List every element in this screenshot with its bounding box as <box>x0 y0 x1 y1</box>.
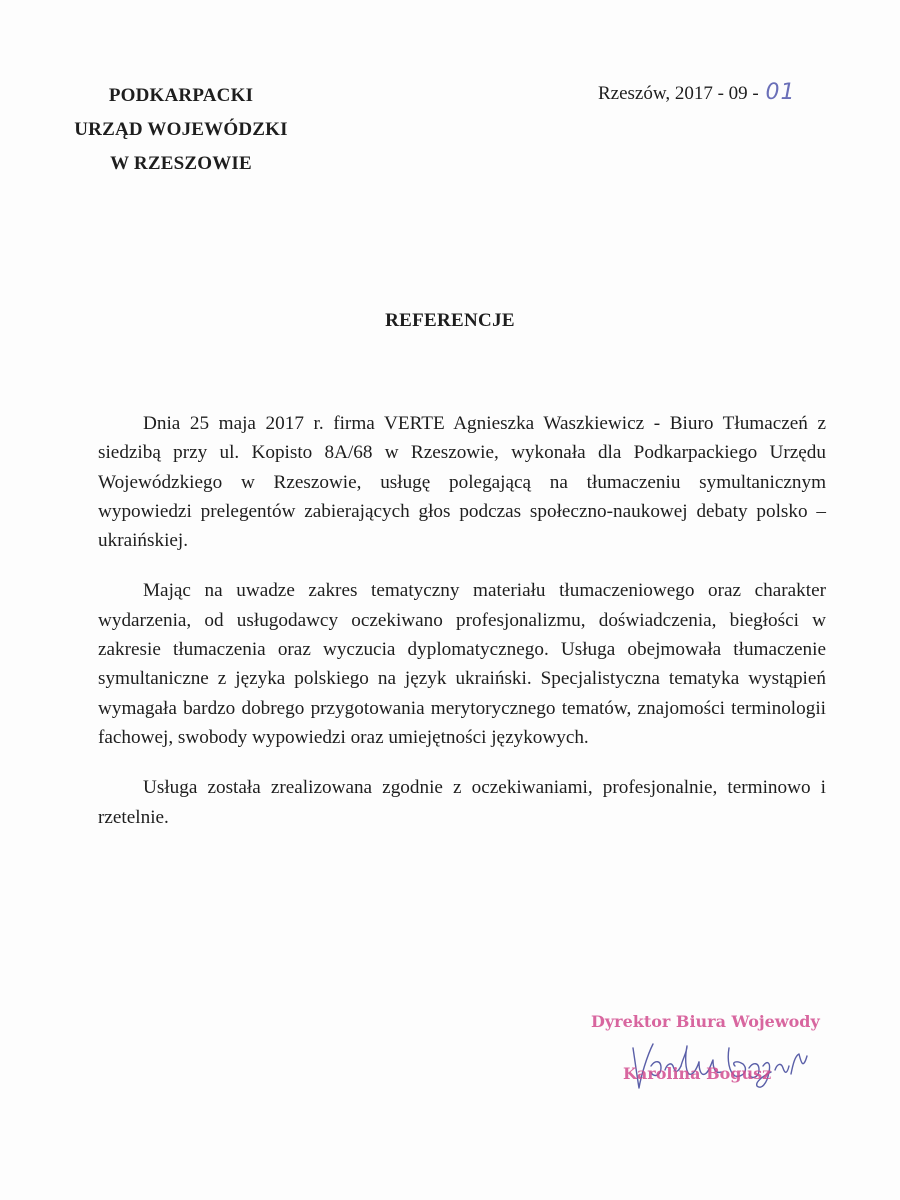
paragraph-3: Usługa została zrealizowana zgodnie z oczekiwaniami, profesjonalnie, terminowo i rzetelnie. <box>98 777 826 828</box>
handwritten-signature <box>625 1026 825 1096</box>
sender-block <box>66 79 296 181</box>
signature-block <box>585 1008 825 1108</box>
date-handwritten-day: 01 <box>765 80 796 105</box>
paragraph-1: Dnia 25 maja 2017 r. firma VERTE Agnieszka Waszkiewicz - Biuro Tłumaczeń z siedzibą przy ul. Kopisto 8A/68 w Rzeszowie, wykonała dla Podkarpackiego Urzędu Wojewódzkiego w Rzeszowie, usługę polegającą na tłumaczeniu symultanicznym wypowiedzi prelegentów zabierających głos podczas społeczno-naukowej debaty polsko – ukraińskiej. <box>98 413 826 552</box>
paragraph-2: Mając na uwadze zakres tematyczny materiału tłumaczeniowego oraz charakter wydarzenia, od usługodawcy oczekiwano profesjonalizmu, doświadczenia, biegłości w zakresie tłumaczenia oraz wyczucia dyplomatycznego. Usługa obejmowała tłumaczenie symultaniczne z języka polskiego na język ukraiński. Specjalistyczna tematyka wystąpień wymagała bardzo dobrego przygotowania merytorycznego tematów, znajomości terminologii fachowej, swobody wypowiedzi oraz umiejętności językowych. <box>98 580 826 748</box>
sender-line-3: W RZESZOWIE <box>110 153 252 174</box>
date-line <box>598 79 796 108</box>
date-printed: Rzeszów, 2017 - 09 - <box>598 83 764 104</box>
stamp-title: Dyrektor Biura Wojewody <box>591 1012 820 1031</box>
stamp-name: Karolina Bogusz <box>623 1064 772 1083</box>
document-title: REFERENCJE <box>385 310 515 331</box>
letter-body <box>98 409 826 853</box>
sender-line-2: URZĄD WOJEWÓDZKI <box>74 119 288 140</box>
sender-line-1: PODKARPACKI <box>108 85 254 106</box>
